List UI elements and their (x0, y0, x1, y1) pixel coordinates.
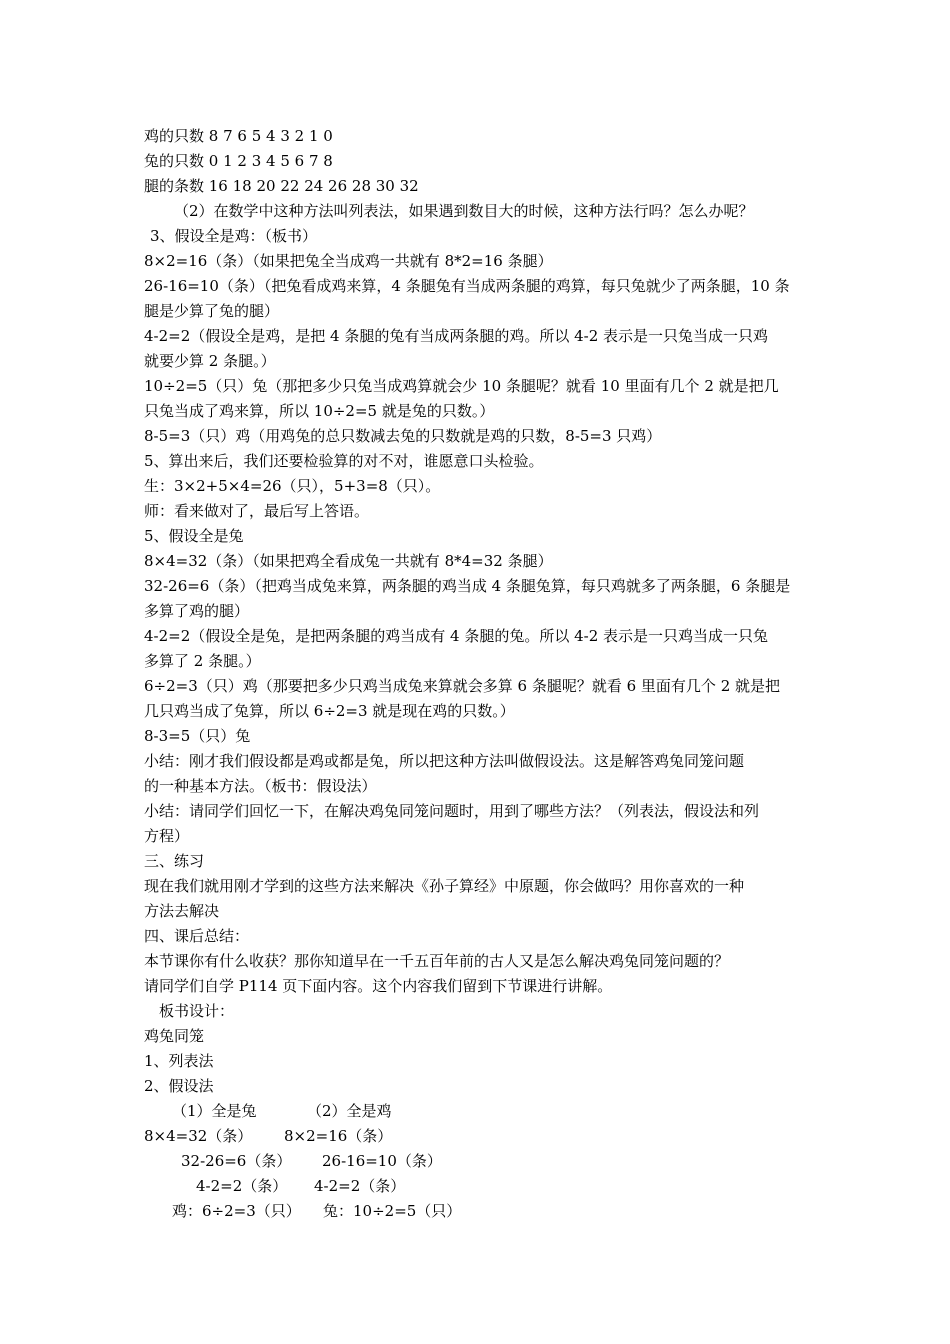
text-line: 8-3=5（只）兔 (144, 727, 251, 745)
heading-verify: 5、算出来后，我们还要检验算的对不对，谁愿意口头检验。 (144, 452, 544, 470)
board-row1-right: 8×2=16（条） (284, 1127, 393, 1145)
text-line: 几只鸡当成了兔算，所以 6÷2=3 就是现在鸡的只数。） (144, 702, 515, 720)
text-line: 26-16=10（条）（把兔看成鸡来算，4 条腿兔有当成两条腿的鸡算，每只兔就少了两条腿，10 条 (144, 277, 790, 295)
text-line: 腿是少算了兔的腿） (144, 302, 280, 320)
table-row-rabbit-count: 兔的只数 0 1 2 3 4 5 6 7 8 (144, 152, 333, 170)
board-row3-right: 4-2=2（条） (314, 1177, 406, 1195)
heading-after-class-summary: 四、课后总结： (144, 927, 250, 945)
board-row (144, 1199, 816, 1224)
summary-line: 的一种基本方法。（板书：假设法） (144, 777, 377, 795)
text-line: 请同学们自学 P114 页下面内容。这个内容我们留到下节课进行讲解。 (144, 977, 613, 995)
board-header-left: （1）全是兔 (172, 1102, 257, 1120)
table-row-chicken-count: 鸡的只数 8 7 6 5 4 3 2 1 0 (144, 127, 333, 145)
text-line: 多算了鸡的腿） (144, 602, 250, 620)
board-item-assume-method: 2、假设法 (144, 1077, 214, 1095)
text-line: 6÷2=3（只）鸡（那要把多少只鸡当成兔来算就会多算 6 条腿呢？就看 6 里面有几个 2 就是把 (144, 677, 781, 695)
text-line: 10÷2=5（只）兔（那把多少只兔当成鸡算就会少 10 条腿呢？就看 10 里面有几个 2 就是把几 (144, 377, 779, 395)
board-row4-left: 鸡：6÷2=3（只） (172, 1202, 301, 1220)
board-row2-right: 26-16=10（条） (322, 1152, 442, 1170)
board-row2-left: 32-26=6（条） (181, 1152, 292, 1170)
text-line: 4-2=2（假设全是鸡，是把 4 条腿的兔有当成两条腿的鸡。所以 4-2 表示是一只兔当成一只鸡 (144, 327, 769, 345)
text-line: 8×2=16（条）（如果把兔全当成鸡一共就有 8*2=16 条腿） (144, 252, 553, 270)
text-line: 生：3×2+5×4=26（只），5+3=8（只）。 (144, 477, 441, 495)
document-page (144, 124, 816, 1224)
board-item-list-method: 1、列表法 (144, 1052, 214, 1070)
text-line: 本节课你有什么收获？那你知道早在一千五百年前的古人又是怎么解决鸡兔同笼问题的？ (144, 952, 730, 970)
text-line: 方法去解决 (144, 902, 220, 920)
board-header-row (144, 1099, 816, 1124)
board-row4-right: 兔：10÷2=5（只） (323, 1202, 462, 1220)
text-line: 8×4=32（条）（如果把鸡全看成兔一共就有 8*4=32 条腿） (144, 552, 553, 570)
board-row1-left: 8×4=32（条） (144, 1127, 253, 1145)
board-header-right: （2）全是鸡 (307, 1102, 392, 1120)
board-row (144, 1174, 816, 1199)
board-row (144, 1149, 816, 1174)
summary-line: 方程） (144, 827, 190, 845)
text-line: 8-5=3（只）鸡（用鸡兔的总只数减去兔的只数就是鸡的只数，8-5=3 只鸡） (144, 427, 662, 445)
heading-board-design: 板书设计： (159, 1002, 235, 1020)
summary-line: 小结：请同学们回忆一下，在解决鸡兔同笼问题时，用到了哪些方法？（列表法，假设法和列 (144, 802, 760, 820)
board-row3-left: 4-2=2（条） (196, 1177, 288, 1195)
text-line: 4-2=2（假设全是兔，是把两条腿的鸡当成有 4 条腿的兔。所以 4-2 表示是一只鸡当成一只兔 (144, 627, 769, 645)
summary-line: 小结：刚才我们假设都是鸡或都是兔，所以把这种方法叫做假设法。这是解答鸡兔同笼问题 (144, 752, 745, 770)
text-line: 只兔当成了鸡来算，所以 10÷2=5 就是兔的只数。） (144, 402, 495, 420)
heading-assume-chicken: 3、假设全是鸡：（板书） (150, 227, 318, 245)
text-line: 32-26=6（条）（把鸡当成兔来算，两条腿的鸡当成 4 条腿兔算，每只鸡就多了两条腿，6 条腿是 (144, 577, 791, 595)
heading-practice: 三、练习 (144, 852, 205, 870)
text-line: 现在我们就用刚才学到的这些方法来解决《孙子算经》中原题，你会做吗？用你喜欢的一种 (144, 877, 745, 895)
board-row (144, 1124, 816, 1149)
table-row-leg-count: 腿的条数 16 18 20 22 24 26 28 30 32 (144, 177, 419, 195)
paragraph-list-method: （2）在数学中这种方法叫列表法，如果遇到数目大的时候，这种方法行吗？怎么办呢？ (174, 202, 754, 220)
text-line: 就要少算 2 条腿。） (144, 352, 276, 370)
text-line: 师：看来做对了，最后写上答语。 (144, 502, 370, 520)
text-line: 多算了 2 条腿。） (144, 652, 261, 670)
board-title: 鸡兔同笼 (144, 1027, 205, 1045)
heading-assume-rabbit: 5、假设全是兔 (144, 527, 244, 545)
